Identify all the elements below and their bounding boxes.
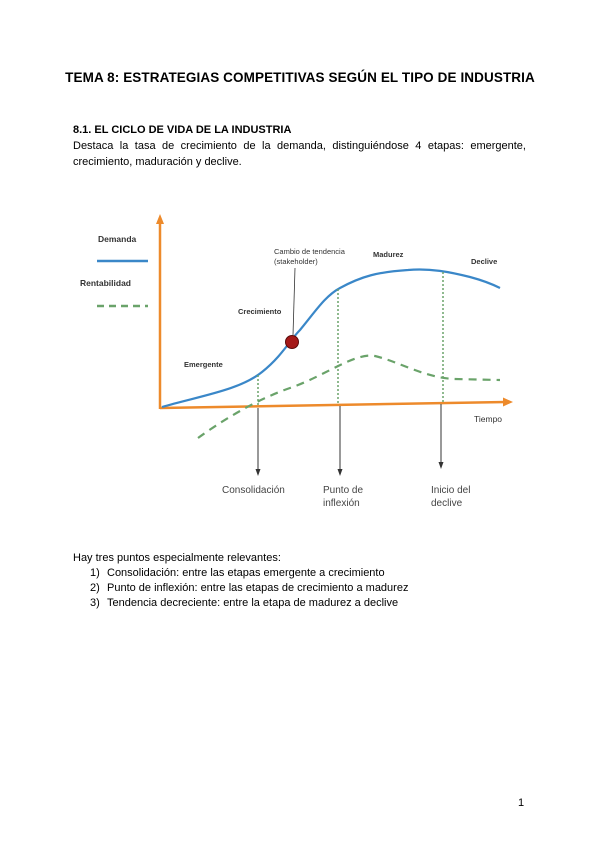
points-intro: Hay tres puntos especialmente relevantes: xyxy=(73,552,281,564)
profitability-curve xyxy=(198,356,503,438)
trend-change-label-line2: (stakeholder) xyxy=(274,257,318,266)
trend-change-label-line1: Cambio de tendencia xyxy=(274,247,345,256)
consolidation-label: Consolidación xyxy=(222,485,285,496)
list-item xyxy=(73,581,408,596)
decline-start-label-line2: declive xyxy=(431,498,463,509)
trend-change-marker xyxy=(286,336,299,349)
decline-arrow-head xyxy=(439,462,444,469)
trend-change-pointer xyxy=(293,268,295,335)
list-item xyxy=(73,596,408,611)
page-number: 1 xyxy=(518,797,525,809)
page-title: TEMA 8: ESTRATEGIAS COMPETITIVAS SEGÚN EL TIPO DE INDUSTRIA xyxy=(65,70,535,85)
stage-decline-label: Declive xyxy=(471,257,498,266)
list-item-text: Punto de inflexión: entre las etapas de crecimiento a madurez xyxy=(107,582,409,594)
list-item-text: Tendencia decreciente: entre la etapa de madurez a declive xyxy=(107,597,399,609)
inflection-arrow-head xyxy=(338,469,343,476)
x-axis-arrow xyxy=(503,398,513,407)
inflection-label-line2: inflexión xyxy=(323,498,360,509)
x-axis xyxy=(160,402,506,408)
list-item-number: 2) xyxy=(90,582,100,594)
consolidation-arrow-head xyxy=(256,469,261,476)
intro-paragraph: Destaca la tasa de crecimiento de la demanda, distinguiéndose 4 etapas: emergente, crecimiento, maduración y declive. xyxy=(73,140,526,168)
list-item-text: Consolidación: entre las etapas emergente a crecimiento xyxy=(107,567,385,579)
list-item-number: 1) xyxy=(90,567,100,579)
inflection-label-line1: Punto de xyxy=(323,485,364,496)
list-item xyxy=(73,566,408,581)
list-item-number: 3) xyxy=(90,597,100,609)
section-heading: 8.1. EL CICLO DE VIDA DE LA INDUSTRIA xyxy=(73,124,292,136)
relevant-points-list xyxy=(73,566,408,611)
legend-demand-label: Demanda xyxy=(98,234,137,244)
stage-emergent-label: Emergente xyxy=(184,360,223,369)
x-axis-label: Tiempo xyxy=(474,414,503,424)
decline-start-label-line1: Inicio del xyxy=(431,485,471,496)
y-axis-arrow xyxy=(156,214,164,224)
legend-profitability-label: Rentabilidad xyxy=(80,278,132,288)
stage-maturity-label: Madurez xyxy=(373,250,404,259)
stage-growth-label: Crecimiento xyxy=(238,307,282,316)
demand-curve xyxy=(162,269,500,407)
